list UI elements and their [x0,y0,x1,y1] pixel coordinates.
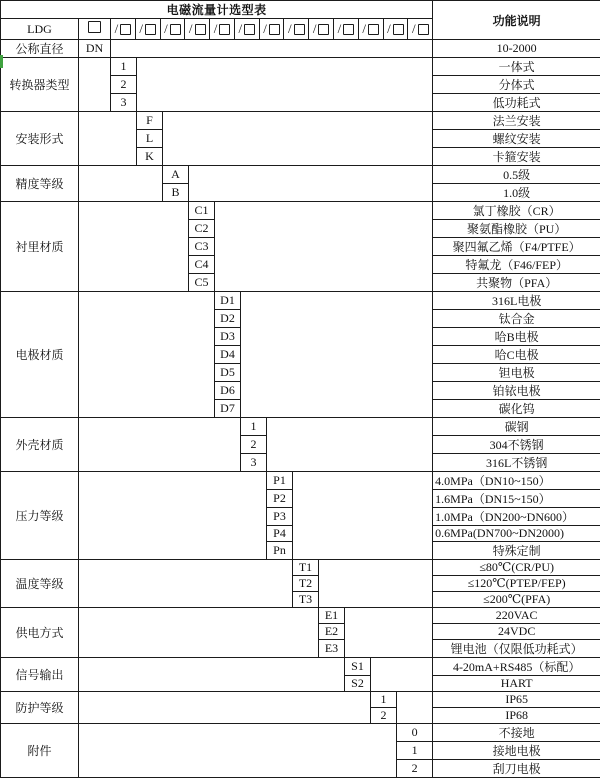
right-filler-cell [345,608,433,658]
code-slash-box [358,19,383,39]
function-desc-cell: 聚四氟乙烯（F4/PTFE） [433,238,600,256]
code-cell: Pn [267,542,293,560]
code-slash-box [259,19,284,39]
function-desc-cell: 卡箍安装 [433,148,600,166]
table-row [1,472,600,490]
table-row [1,692,600,708]
function-column-header: 功能说明 [433,1,600,40]
right-filler-cell [215,202,433,292]
code-box-icon [145,24,156,35]
slash-glyph: / [387,22,391,35]
code-slash-box [135,19,160,39]
slash-glyph: / [238,22,242,35]
function-desc-cell: 氯丁橡胶（CR） [433,202,600,220]
code-cell: D4 [215,346,241,364]
code-cell: 1 [111,58,137,76]
code-cell: D2 [215,310,241,328]
code-boxes-cell [111,19,433,40]
code-cell: 1 [241,418,267,436]
code-slash-box [160,19,185,39]
code-cell: C4 [189,256,215,274]
right-filler-cell [111,40,433,58]
right-filler-cell [293,472,433,560]
code-cell: C5 [189,274,215,292]
function-desc-cell: 0.5级 [433,166,600,184]
function-desc-cell: ≤200℃(PFA) [433,592,600,608]
code-box-strip [111,19,432,39]
title-row [1,1,600,19]
function-desc-cell: 一体式 [433,58,600,76]
right-filler-cell [397,692,433,724]
category-label: 外壳材质 [1,418,79,472]
code-cell: E3 [319,640,345,658]
table-row [1,202,600,220]
code-cell: C3 [189,238,215,256]
left-filler-cell [79,560,293,608]
code-cell: A [163,166,189,184]
code-slash-box [184,19,209,39]
left-filler-cell [79,608,319,658]
code-box-icon [219,24,230,35]
code-slash-box [383,19,408,39]
left-filler-cell [79,112,137,166]
left-filler-cell [79,292,215,418]
code-slash-box [234,19,259,39]
table-row [1,418,600,436]
function-desc-cell: 24VDC [433,624,600,640]
category-label: 附件 [1,724,79,778]
code-cell: P4 [267,526,293,542]
left-filler-cell [79,58,111,112]
function-desc-cell: 碳化钨 [433,400,600,418]
table-row [1,560,600,576]
table-row [1,166,600,184]
code-cell: 2 [111,76,137,94]
code-cell: E2 [319,624,345,640]
table-row [1,40,600,58]
code-cell: E1 [319,608,345,624]
code-cell: 0 [397,724,433,742]
code-box-icon [294,24,305,35]
code-cell: T3 [293,592,319,608]
function-desc-cell: 1.0级 [433,184,600,202]
table-row [1,112,600,130]
code-cell: D3 [215,328,241,346]
function-desc-cell: 钛合金 [433,310,600,328]
code-box-icon [393,24,404,35]
code-box-icon [88,21,101,33]
slash-glyph: / [288,22,292,35]
category-label: 公称直径 [1,40,79,58]
code-slash-box [407,19,432,39]
code-cell: K [137,148,163,166]
slash-glyph: / [115,22,119,35]
code-box-icon [418,24,429,35]
code-cell: D5 [215,364,241,382]
code-cell: T1 [293,560,319,576]
slash-glyph: / [214,22,218,35]
code-box-icon [368,24,379,35]
slash-glyph: / [263,22,267,35]
code-cell: 1 [397,742,433,760]
code-cell: DN [79,40,111,58]
code-box-icon [343,24,354,35]
code-cell: C2 [189,220,215,238]
function-desc-cell: 刮刀电极 [433,760,600,778]
function-desc-cell: 特殊定制 [433,542,600,560]
category-label: 压力等级 [1,472,79,560]
category-label: 精度等级 [1,166,79,202]
code-cell: S1 [345,658,371,676]
left-filler-cell [79,724,397,778]
code-cell: 2 [241,436,267,454]
code-cell: 2 [397,760,433,778]
code-slash-box [308,19,333,39]
function-desc-cell: 4-20mA+RS485（标配） [433,658,600,676]
function-desc-cell: 钽电极 [433,364,600,382]
function-desc-cell: 螺纹安装 [433,130,600,148]
left-filler-cell [79,418,241,472]
table-row [1,292,600,310]
function-desc-cell: 0.6MPa(DN700~DN2000) [433,526,600,542]
model-code: LDG [1,19,79,40]
function-desc-cell: 哈B电极 [433,328,600,346]
right-filler-cell [189,166,433,202]
table-row [1,658,600,676]
right-filler-cell [241,292,433,418]
left-filler-cell [79,472,267,560]
code-slash-box [333,19,358,39]
category-label: 衬里材质 [1,202,79,292]
left-filler-cell [79,166,163,202]
code-cell: S2 [345,676,371,692]
category-label: 温度等级 [1,560,79,608]
function-desc-cell: 碳钢 [433,418,600,436]
right-filler-cell [371,658,433,692]
function-desc-cell: ≤120℃(PTEP/FEP) [433,576,600,592]
slash-glyph: / [139,22,143,35]
code-box-icon [244,24,255,35]
function-desc-cell: 铂铱电极 [433,382,600,400]
code-cell: L [137,130,163,148]
right-filler-cell [137,58,433,112]
right-filler-cell [319,560,433,608]
code-box-icon [269,24,280,35]
code-cell: F [137,112,163,130]
slash-glyph: / [189,22,193,35]
first-code-box-cell [79,19,111,40]
function-desc-cell: 4.0MPa（DN10~150） [433,472,600,490]
left-filler-cell [79,692,371,724]
code-slash-box [111,19,135,39]
table-row [1,724,600,742]
code-slash-box [283,19,308,39]
slash-glyph: / [338,22,342,35]
category-label: 安装形式 [1,112,79,166]
slash-glyph: / [164,22,168,35]
category-label: 信号输出 [1,658,79,692]
category-label: 供电方式 [1,608,79,658]
function-desc-cell: 低功耗式 [433,94,600,112]
code-cell: 3 [111,94,137,112]
function-desc-cell: IP68 [433,708,600,724]
function-desc-cell: 316L电极 [433,292,600,310]
code-box-icon [318,24,329,35]
right-filler-cell [163,112,433,166]
right-filler-cell [267,418,433,472]
code-cell: B [163,184,189,202]
function-desc-cell: 特氟龙（F46/FEP） [433,256,600,274]
code-cell: P2 [267,490,293,508]
function-desc-cell: IP65 [433,692,600,708]
code-cell: D6 [215,382,241,400]
function-desc-cell: 聚氨酯橡胶（PU） [433,220,600,238]
table-row [1,58,600,76]
slash-glyph: / [412,22,416,35]
function-desc-cell: 锂电池（仅限低功耗式） [433,640,600,658]
function-desc-cell: 不接地 [433,724,600,742]
code-cell: P1 [267,472,293,490]
function-desc-cell: 304不锈钢 [433,436,600,454]
table-title: 电磁流量计选型表 [1,1,433,19]
table-row [1,608,600,624]
function-desc-cell: 220VAC [433,608,600,624]
function-desc-cell: 1.6MPa（DN15~150） [433,490,600,508]
left-filler-cell [79,658,345,692]
code-cell: C1 [189,202,215,220]
code-slash-box [209,19,234,39]
function-desc-cell: 法兰安装 [433,112,600,130]
green-edge-artifact [0,55,3,68]
code-box-icon [195,24,206,35]
slash-glyph: / [362,22,366,35]
code-cell: D7 [215,400,241,418]
code-cell: 2 [371,708,397,724]
code-cell: 1 [371,692,397,708]
category-label: 电极材质 [1,292,79,418]
category-label: 防护等级 [1,692,79,724]
code-cell: D1 [215,292,241,310]
code-cell: P3 [267,508,293,526]
code-box-icon [170,24,181,35]
function-desc-cell: 共聚物（PFA） [433,274,600,292]
code-box-icon [120,24,131,35]
function-desc-cell: HART [433,676,600,692]
function-desc-cell: 接地电极 [433,742,600,760]
slash-glyph: / [313,22,317,35]
function-desc-cell: 316L不锈钢 [433,454,600,472]
function-desc-cell: 哈C电极 [433,346,600,364]
code-cell: T2 [293,576,319,592]
category-label: 转换器类型 [1,58,79,112]
function-desc-cell: 10-2000 [433,40,600,58]
code-cell: 3 [241,454,267,472]
function-desc-cell: 分体式 [433,76,600,94]
function-desc-cell: ≤80℃(CR/PU) [433,560,600,576]
left-filler-cell [79,202,189,292]
function-desc-cell: 1.0MPa（DN200~DN600） [433,508,600,526]
